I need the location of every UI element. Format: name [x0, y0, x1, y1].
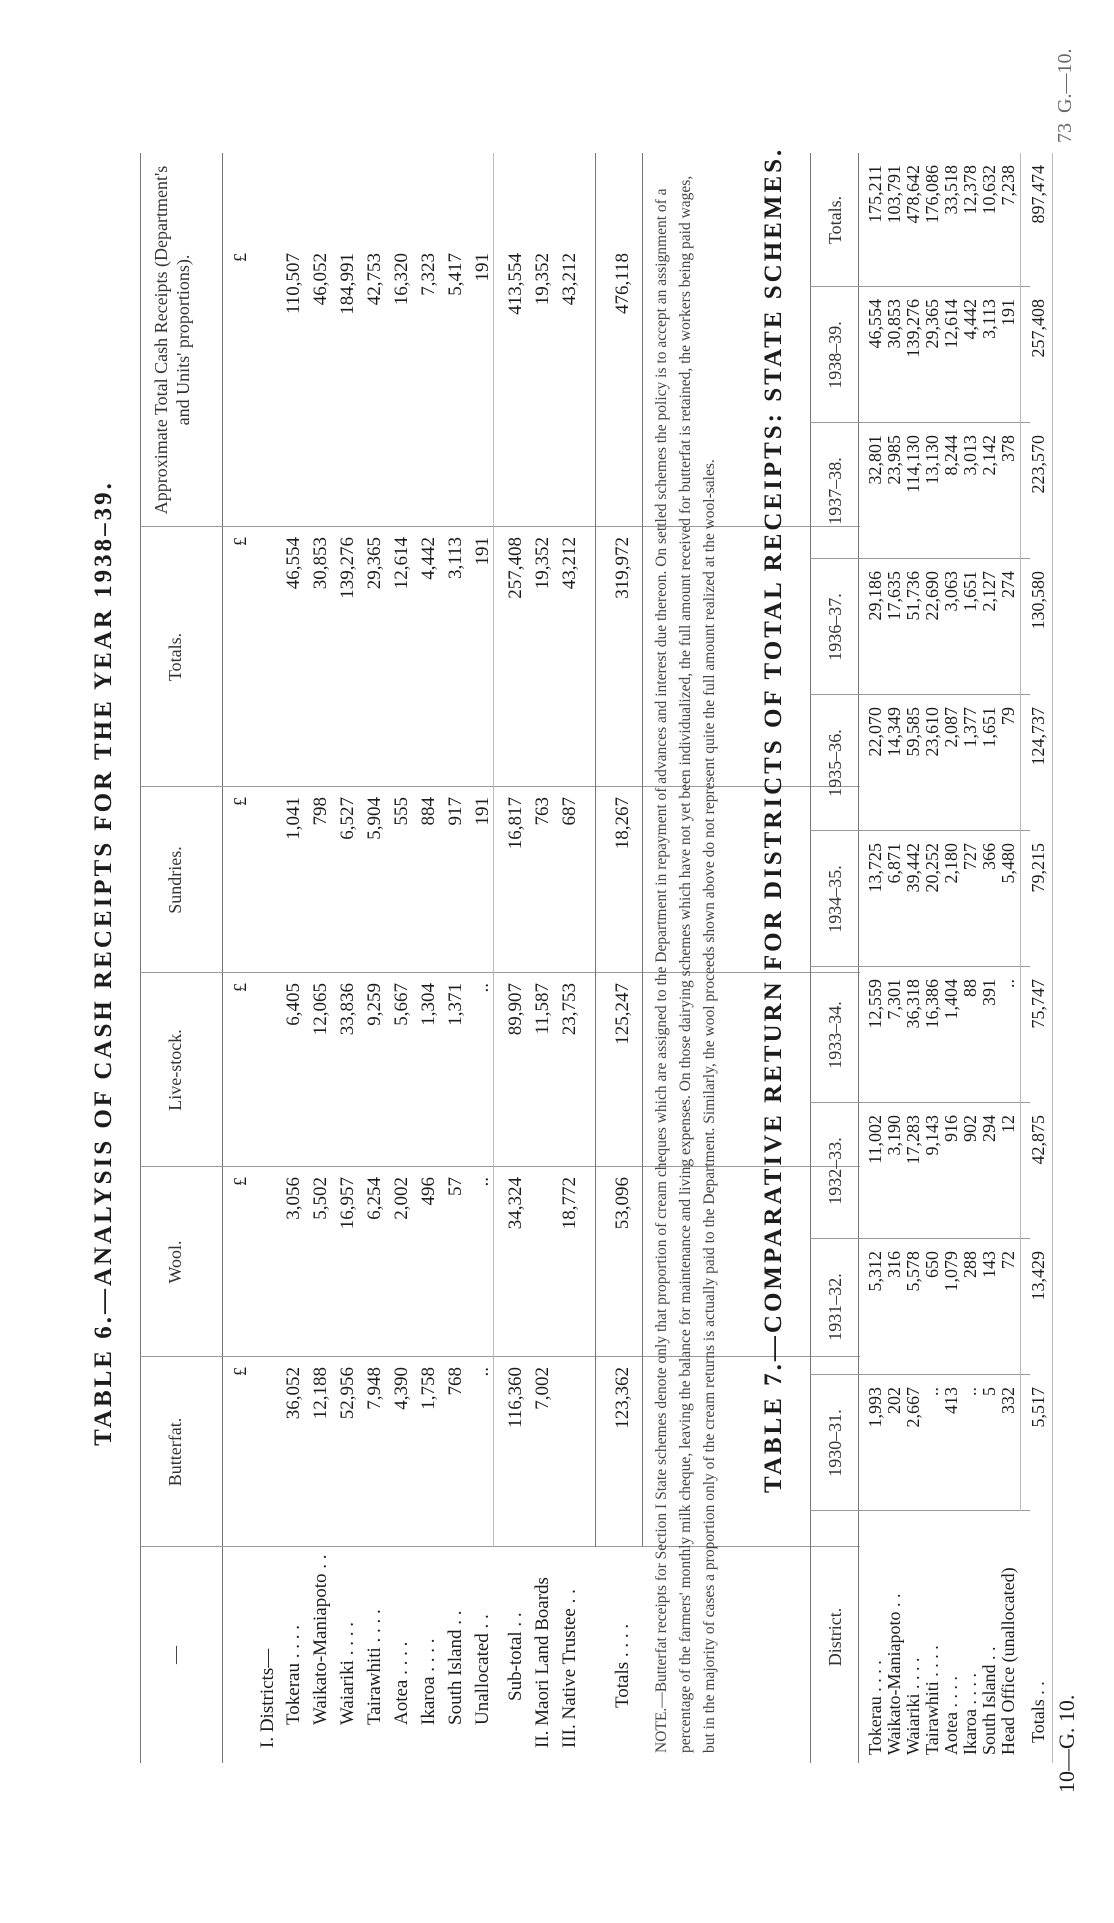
cell-value: 650 [922, 1251, 942, 1278]
cell-value: 274 [998, 571, 1018, 598]
cell-value: 30,853 [310, 537, 331, 590]
totals-value: 125,247 [612, 983, 633, 1045]
totals-label: Totals . . [1028, 1681, 1048, 1743]
cell-value: 5,417 [445, 253, 466, 296]
cell-value: 46,052 [310, 253, 331, 306]
table6-header-3: Live-stock. [165, 1029, 185, 1111]
cell-value: 9,143 [922, 1115, 942, 1156]
page-number: 73 [1054, 123, 1076, 143]
district-label: Tairawhiti . . . . [922, 1645, 942, 1755]
district-label: Ikaroa . . . . [960, 1673, 980, 1755]
cell-value: 29,186 [865, 571, 885, 621]
currency-symbol: £ [230, 1367, 250, 1376]
table7-totals-rule [1020, 153, 1021, 1511]
district-label: Waiariki . . . . [337, 1622, 358, 1725]
page-ref-right: G.—10. [1054, 48, 1076, 113]
cell-value: 13,130 [922, 435, 942, 485]
district-label: South Island . . [445, 1610, 466, 1725]
cell-value: 5,480 [998, 843, 1018, 884]
subtotal-rule [493, 153, 494, 1547]
totals-value: 123,362 [612, 1367, 633, 1429]
totals-value: 13,429 [1028, 1251, 1048, 1301]
cell-value: 175,211 [865, 165, 885, 223]
totals-bottom-rule [642, 153, 643, 1547]
cell-value: 52,956 [337, 1367, 358, 1420]
cell-value: 12,559 [865, 979, 885, 1029]
table6-header-2: Wool. [165, 1240, 185, 1284]
cell-value: 3,190 [884, 1115, 904, 1156]
cell-value: 2,667 [903, 1387, 923, 1428]
cell-value: 42,753 [364, 253, 385, 306]
cell-value: 6,405 [283, 983, 304, 1026]
cell-value: 2,127 [979, 571, 999, 612]
totals-value: 5,517 [1028, 1387, 1048, 1428]
cell-value: 12,065 [310, 983, 331, 1036]
cell-value: 46,554 [865, 299, 885, 349]
cell-value: 8,244 [941, 435, 961, 476]
table6-title: TABLE 6.—ANALYSIS OF CASH RECEIPTS FOR THE YEAR 1938–39. [90, 480, 117, 1446]
district-label: Ikaroa . . . . [418, 1638, 439, 1725]
cell-value: 191 [472, 537, 493, 566]
currency-symbol: £ [230, 1177, 250, 1186]
cell-value: 59,585 [903, 707, 923, 757]
cell-value: 33,518 [941, 165, 961, 215]
cell-value: 332 [998, 1387, 1018, 1414]
cell-value: 5,502 [310, 1177, 331, 1220]
cell-value: 294 [979, 1115, 999, 1142]
cell-value: 2,180 [941, 843, 961, 884]
cell-value: 12,378 [960, 165, 980, 215]
cell-value: 798 [310, 797, 331, 826]
district-label: Aotea . . . . [941, 1676, 961, 1755]
cell-value: 1,079 [941, 1251, 961, 1292]
currency-symbol: £ [230, 537, 250, 546]
table6-top-rule [140, 153, 141, 1763]
cell-value: 413 [941, 1387, 961, 1414]
cell-value: 51,736 [903, 571, 923, 621]
cell-value: 103,791 [884, 165, 904, 224]
table6-col-divider-4 [140, 972, 860, 973]
board-label: III. Native Trustee . . [559, 1589, 580, 1748]
table7-header-1: 1930–31. [825, 1409, 845, 1477]
subtotal-value: 257,408 [505, 537, 526, 599]
district-label: Unallocated . . [472, 1614, 493, 1725]
cell-value: 478,642 [903, 165, 923, 224]
cell-value: 555 [391, 797, 412, 826]
table6-header-4: Sundries. [165, 846, 185, 914]
cell-value: 2,002 [391, 1177, 412, 1220]
cell-value: 16,957 [337, 1177, 358, 1230]
cell-value: 14,349 [884, 707, 904, 757]
totals-value: 319,972 [612, 537, 633, 599]
cell-value: 4,442 [960, 299, 980, 340]
cell-value: 727 [960, 843, 980, 870]
district-label: Head Office (unallocated) [998, 1567, 1018, 1755]
cell-value: 1,651 [960, 571, 980, 612]
cell-value: 3,056 [283, 1177, 304, 1220]
district-label: Tokerau . . . . [865, 1660, 885, 1755]
cell-value: 18,772 [559, 1177, 580, 1230]
cell-value: 32,801 [865, 435, 885, 485]
cell-value: 3,013 [960, 435, 980, 476]
cell-value: 17,635 [884, 571, 904, 621]
cell-value: 7,238 [998, 165, 1018, 206]
cell-value: .. [472, 983, 493, 993]
cell-value: 288 [960, 1251, 980, 1278]
cell-value: 9,259 [364, 983, 385, 1026]
district-label: Waikato-Maniapoto . . [310, 1554, 331, 1725]
cell-value: 16,386 [922, 979, 942, 1029]
table6-col-divider-5 [140, 786, 860, 787]
cell-value: 5,667 [391, 983, 412, 1026]
totals-value: 897,474 [1028, 165, 1048, 224]
district-label: Waiariki . . . . [903, 1657, 923, 1755]
table7-top-rule [810, 153, 811, 1763]
totals-rule [595, 153, 596, 1547]
cell-value: 763 [532, 797, 553, 826]
subtotal-label: Sub-total . . [505, 1612, 526, 1701]
cell-value: .. [960, 1387, 980, 1396]
cell-value: 139,276 [903, 299, 923, 358]
totals-value: 223,570 [1028, 435, 1048, 494]
table7-header-7: 1936–37. [825, 593, 845, 661]
cell-value: 22,690 [922, 571, 942, 621]
currency-symbol: £ [230, 797, 250, 806]
table7-header-2: 1931–32. [825, 1273, 845, 1341]
cell-value: 768 [445, 1367, 466, 1396]
page-ref-left: 10—G. 10. [1054, 1694, 1079, 1793]
totals-value: 257,408 [1028, 299, 1048, 358]
cell-value: 29,365 [922, 299, 942, 349]
cell-value: 1,404 [941, 979, 961, 1020]
section-label-districts: I. Districts— [257, 1648, 278, 1748]
cell-value: 916 [941, 1115, 961, 1142]
cell-value: 33,836 [337, 983, 358, 1036]
district-label: South Island . . [979, 1646, 999, 1755]
table7-header-8: 1937–38. [825, 457, 845, 525]
table6-col-divider-1 [140, 1546, 860, 1547]
cell-value: 17,283 [903, 1115, 923, 1165]
cell-value: 57 [445, 1177, 466, 1196]
cell-value: 5 [979, 1387, 999, 1396]
cell-value: 12 [998, 1115, 1018, 1133]
table7-header-4: 1933–34. [825, 1001, 845, 1069]
cell-value: 5,578 [903, 1251, 923, 1292]
cell-value: 1,371 [445, 983, 466, 1026]
cell-value: 36,318 [903, 979, 923, 1029]
table7-header-10: Totals. [825, 195, 845, 245]
subtotal-value: 116,360 [505, 1367, 526, 1429]
cell-value: 5,312 [865, 1251, 885, 1292]
cell-value: 143 [979, 1251, 999, 1278]
cell-value: 19,352 [532, 537, 553, 590]
cell-value: .. [472, 1177, 493, 1187]
table7-header-3: 1932–33. [825, 1137, 845, 1205]
cell-value: 79 [998, 707, 1018, 725]
table6-col-divider-6 [140, 526, 860, 527]
cell-value: 5,904 [364, 797, 385, 840]
cell-value: 3,063 [941, 571, 961, 612]
cell-value: .. [472, 1367, 493, 1377]
cell-value: 378 [998, 435, 1018, 462]
cell-value: 12,614 [391, 537, 412, 590]
cell-value: 12,614 [941, 299, 961, 349]
cell-value: 184,991 [337, 253, 358, 315]
currency-symbol: £ [230, 253, 250, 262]
cell-value: 20,252 [922, 843, 942, 893]
cell-value: 3,113 [979, 299, 999, 339]
cell-value: 191 [998, 299, 1018, 326]
table6-header-rule [222, 153, 223, 1763]
currency-symbol: £ [230, 983, 250, 992]
district-label: Tairawhiti . . . . [364, 1609, 385, 1725]
cell-value: 7,301 [884, 979, 904, 1020]
table7-header-9: 1938–39. [825, 321, 845, 389]
cell-value: 191 [472, 253, 493, 282]
cell-value: 23,985 [884, 435, 904, 485]
cell-value: 1,304 [418, 983, 439, 1026]
cell-value: 88 [960, 979, 980, 997]
board-label: II. Maori Land Boards [532, 1577, 553, 1748]
cell-value: 6,254 [364, 1177, 385, 1220]
table7-header-5: 1934–35. [825, 865, 845, 933]
cell-value: 43,212 [559, 253, 580, 306]
table6-header-approx: Approximate Total Cash Receipts (Department's and Units' proportions). [151, 165, 193, 515]
table6-header-0: — [165, 1646, 185, 1664]
cell-value: 11,002 [865, 1115, 885, 1164]
cell-value: 496 [418, 1177, 439, 1206]
cell-value: 202 [884, 1387, 904, 1414]
cell-value: 19,352 [532, 253, 553, 306]
cell-value: 22,070 [865, 707, 885, 757]
cell-value: 29,365 [364, 537, 385, 590]
table7-title: TABLE 7.—COMPARATIVE RETURN FOR DISTRICTS OF TOTAL RECEIPTS: STATE SCHEMES. [760, 146, 787, 1493]
cell-value: 114,130 [903, 435, 923, 493]
cell-value: 176,086 [922, 165, 942, 224]
cell-value: 2,087 [941, 707, 961, 748]
subtotal-value: 16,817 [505, 797, 526, 850]
cell-value: 917 [445, 797, 466, 826]
totals-value: 79,215 [1028, 843, 1048, 893]
cell-value: 46,554 [283, 537, 304, 590]
subtotal-value: 413,554 [505, 253, 526, 315]
totals-value: 42,875 [1028, 1115, 1048, 1165]
cell-value: 687 [559, 797, 580, 826]
totals-value: 124,737 [1028, 707, 1048, 766]
cell-value: 39,442 [903, 843, 923, 893]
cell-value: 36,052 [283, 1367, 304, 1420]
cell-value: 1,758 [418, 1367, 439, 1410]
cell-value: 7,002 [532, 1367, 553, 1410]
cell-value: 110,507 [283, 253, 304, 315]
cell-value: 43,212 [559, 537, 580, 590]
cell-value: 366 [979, 843, 999, 870]
cell-value: 884 [418, 797, 439, 826]
cell-value: 902 [960, 1115, 980, 1142]
table6-header-5: Totals. [165, 632, 185, 682]
subtotal-value: 89,907 [505, 983, 526, 1036]
table7-header-rule [858, 153, 859, 1763]
cell-value: 1,993 [865, 1387, 885, 1428]
cell-value: 30,853 [884, 299, 904, 349]
cell-value: 16,320 [391, 253, 412, 306]
cell-value: 191 [472, 797, 493, 826]
cell-value: 12,188 [310, 1367, 331, 1420]
table6-note: NOTE.—Butterfat receipts for Section I State schemes denote only that proportion of cream cheques which are assigned to the Department in repayment of advances and interest due thereon. On settled schemes the policy is to accept an assignment of a percentage of the farmers' monthly milk cheque, leaving the balance for maintenance and living expenses. On those dairying schemes which have not yet been individualized, the full amount received for butterfat is retained, the workers being paid wages, but in the majority of cases a proportion only of the cream returns is actually paid to the Department. Similarly, the wool proceeds shown above do not represent quite the full amount realized at the wool-sales. [653, 175, 718, 1753]
cell-value: 316 [884, 1251, 904, 1278]
totals-value: 18,267 [612, 797, 633, 850]
cell-value: 4,390 [391, 1367, 412, 1410]
subtotal-value: 34,324 [505, 1177, 526, 1230]
totals-value: 476,118 [612, 253, 633, 315]
district-label: Aotea . . . . [391, 1641, 412, 1725]
totals-value: 53,096 [612, 1177, 633, 1230]
table6-col-divider-2 [140, 1356, 860, 1357]
district-label: Tokerau . . . . [283, 1625, 304, 1725]
cell-value: 7,948 [364, 1367, 385, 1410]
cell-value: 1,041 [283, 797, 304, 840]
cell-value: 391 [979, 979, 999, 1006]
totals-value: 75,747 [1028, 979, 1048, 1029]
cell-value: 6,871 [884, 843, 904, 884]
cell-value: 4,442 [418, 537, 439, 580]
cell-value: .. [998, 979, 1018, 988]
cell-value: 7,323 [418, 253, 439, 296]
cell-value: 1,651 [979, 707, 999, 748]
cell-value: 13,725 [865, 843, 885, 893]
table7-header-0: District. [825, 1607, 845, 1667]
cell-value: 23,610 [922, 707, 942, 757]
table7-header-6: 1935–36. [825, 729, 845, 797]
cell-value: 10,632 [979, 165, 999, 215]
totals-label: Totals . . . . [612, 1623, 633, 1708]
cell-value: 3,113 [445, 537, 466, 580]
table7-bottom-rule [1052, 153, 1053, 1763]
cell-value: 139,276 [337, 537, 358, 599]
district-label: Waikato-Maniapoto . . [884, 1593, 904, 1755]
cell-value: 23,753 [559, 983, 580, 1036]
cell-value: .. [922, 1387, 942, 1396]
table6-col-divider-3 [140, 1166, 860, 1167]
cell-value: 6,527 [337, 797, 358, 840]
cell-value: 1,377 [960, 707, 980, 748]
cell-value: 2,142 [979, 435, 999, 476]
cell-value: 11,587 [532, 983, 553, 1035]
table6-header-1: Butterfat. [165, 1417, 185, 1487]
cell-value: 72 [998, 1251, 1018, 1269]
totals-value: 130,580 [1028, 571, 1048, 630]
